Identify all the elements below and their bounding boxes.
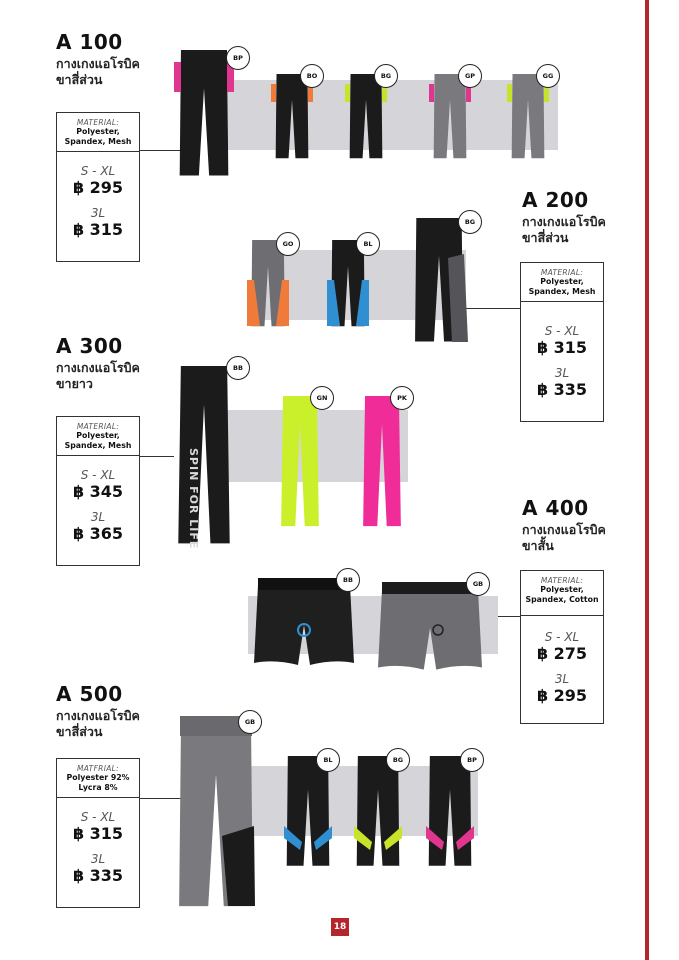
size-range: 3L	[90, 510, 106, 524]
price-value: ฿ 345	[72, 482, 124, 501]
variant-badge: GG	[536, 64, 560, 88]
price-value: ฿ 335	[536, 380, 588, 399]
variant-badge: GN	[310, 386, 334, 410]
material-line: Lycra 8%	[78, 783, 118, 792]
variant-badge: PK	[390, 386, 414, 410]
variant-badge: BP	[226, 46, 250, 70]
price-value: ฿ 365	[72, 524, 124, 543]
material-label: MATERIAL:	[540, 576, 584, 585]
material-line: Spandex, Mesh	[64, 441, 132, 450]
variant-badge: BO	[300, 64, 324, 88]
capri-pants-bg-large	[408, 218, 470, 344]
material-line: Spandex, Mesh	[64, 137, 132, 146]
material-line: Polyester,	[76, 431, 120, 440]
size-range: S - XL	[544, 630, 580, 644]
price-box	[56, 798, 140, 908]
shorts-bb	[254, 578, 354, 672]
product-code: A 300	[56, 334, 123, 358]
variant-badge: BG	[386, 748, 410, 772]
variant-badge: GO	[276, 232, 300, 256]
product-name-line1: กางเกงแอโรบิค	[522, 522, 606, 537]
variant-badge: BL	[316, 748, 340, 772]
material-box	[520, 570, 604, 616]
size-range: 3L	[90, 206, 106, 220]
shorts-gb	[378, 582, 482, 674]
variant-badge: BL	[356, 232, 380, 256]
material-line: Polyester 92%	[66, 773, 130, 782]
variant-badge: GB	[238, 710, 262, 734]
product-name-line1: กางเกงแอโรบิค	[56, 708, 140, 723]
material-line: Polyester,	[540, 585, 584, 594]
variant-badge: BB	[336, 568, 360, 592]
size-range: S - XL	[544, 324, 580, 338]
material-box	[56, 416, 140, 456]
capri-pants-gb-large	[176, 716, 256, 910]
capri-pants-bg-a500	[352, 756, 404, 868]
long-leggings-gn	[272, 396, 328, 528]
price-value: ฿ 275	[536, 644, 588, 663]
capri-pants-bp-a500	[424, 756, 476, 868]
price-box	[520, 616, 604, 724]
size-range: 3L	[90, 852, 106, 866]
material-line: Polyester,	[540, 277, 584, 286]
product-name-line2: ขายาว	[56, 376, 93, 391]
size-range: S - XL	[80, 164, 116, 178]
price-value: ฿ 335	[72, 866, 124, 885]
material-label: MATERIAL:	[540, 268, 584, 277]
product-name-line1: กางเกงแอโรบิค	[522, 214, 606, 229]
price-box	[520, 302, 604, 422]
product-name-line2: ขาสี่ส่วน	[522, 230, 569, 245]
variant-badge: BP	[460, 748, 484, 772]
variant-badge: BB	[226, 356, 250, 380]
long-leggings-bb	[168, 366, 240, 546]
price-value: ฿ 315	[72, 824, 124, 843]
leggings-print-text: SPIN FOR LIFE	[187, 448, 200, 550]
page-edge-rule	[645, 0, 649, 960]
product-code: A 200	[522, 188, 589, 212]
variant-badge: GP	[458, 64, 482, 88]
product-name-line2: ขาสั้น	[522, 538, 554, 553]
product-name-line2: ขาสี่ส่วน	[56, 72, 103, 87]
size-range: 3L	[554, 672, 570, 686]
material-label: MATERIAL:	[76, 422, 120, 431]
variant-badge: BG	[374, 64, 398, 88]
capri-pants-bl-a500	[282, 756, 334, 868]
product-code: A 500	[56, 682, 123, 706]
price-value: ฿ 295	[72, 178, 124, 197]
variant-badge: BG	[458, 210, 482, 234]
product-code: A 400	[522, 496, 589, 520]
page-number: 18	[331, 918, 349, 936]
product-name-line2: ขาสี่ส่วน	[56, 724, 103, 739]
material-label: MATFRIAL:	[77, 764, 119, 773]
price-box	[56, 456, 140, 566]
capri-pants-bp	[172, 50, 236, 178]
size-range: 3L	[554, 366, 570, 380]
product-name-line1: กางเกงแอโรบิค	[56, 56, 140, 71]
material-label: MATERIAL:	[76, 118, 120, 127]
material-box	[56, 758, 140, 798]
variant-badge: GB	[466, 572, 490, 596]
material-line: Polyester,	[76, 127, 120, 136]
price-value: ฿ 315	[72, 220, 124, 239]
product-code: A 100	[56, 30, 123, 54]
price-box	[56, 152, 140, 262]
long-leggings-pk	[354, 396, 410, 528]
material-box	[520, 262, 604, 302]
material-line: Spandex, Mesh	[528, 287, 596, 296]
size-range: S - XL	[80, 468, 116, 482]
price-value: ฿ 295	[536, 686, 588, 705]
product-name-line1: กางเกงแอโรบิค	[56, 360, 140, 375]
size-range: S - XL	[80, 810, 116, 824]
material-line: Spandex, Cotton	[525, 595, 599, 604]
price-value: ฿ 315	[536, 338, 588, 357]
material-box	[56, 112, 140, 152]
